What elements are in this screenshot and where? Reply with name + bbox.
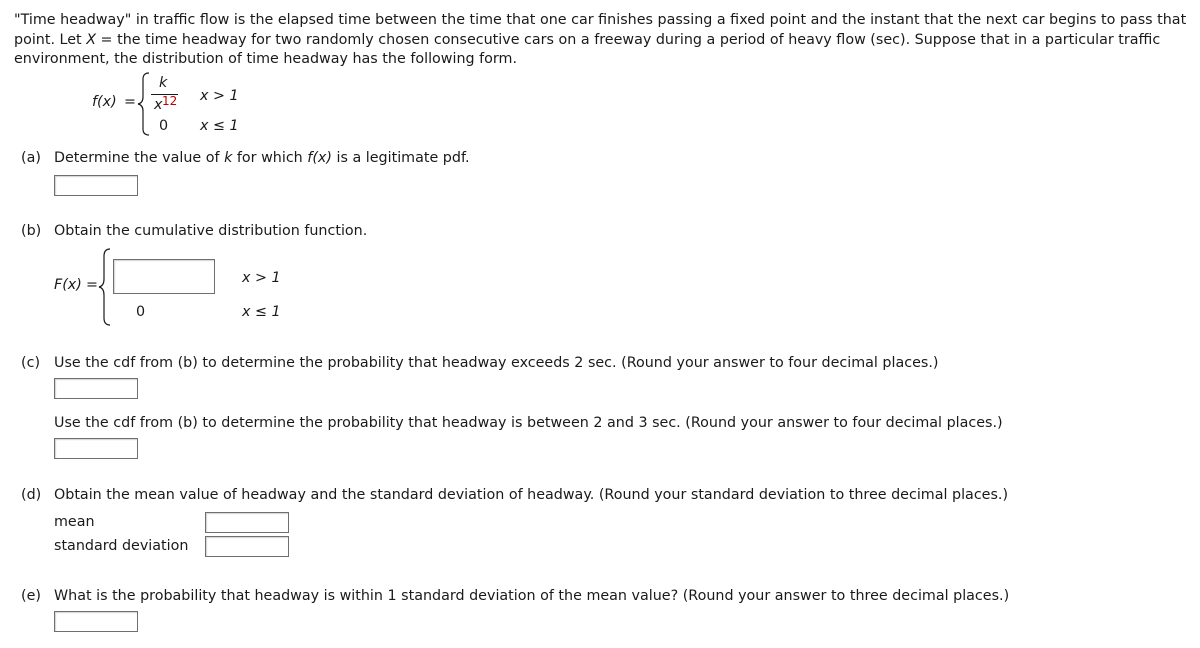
- cdf-condition-1: x > 1: [242, 270, 281, 286]
- part-a-question: [54, 150, 469, 166]
- problem-intro: [14, 11, 1190, 70]
- pdf-denominator-base: x: [154, 97, 163, 113]
- cdf-brace-icon: [97, 248, 113, 326]
- pdf-equals: =: [124, 94, 136, 110]
- part-a-label: (a): [21, 150, 41, 166]
- part-a-text-3: is a legitimate pdf.: [331, 150, 470, 166]
- part-a-answer-input[interactable]: [54, 175, 138, 196]
- cdf-zero: 0: [136, 304, 146, 320]
- cdf-equals: =: [86, 277, 98, 293]
- part-c-question-1: Use the cdf from (b) to determine the probability that headway exceeds 2 sec. (Round your answer to four decimal places.): [54, 355, 939, 371]
- part-d-label: (d): [21, 487, 42, 503]
- part-c-answer-2-input[interactable]: [54, 438, 138, 459]
- pdf-condition-1: x > 1: [200, 88, 239, 104]
- intro-text-1: "Time headway" in traffic flow is the elapsed time between the time that one car finishes passing a fixed point and the instant that the next car begins to pass that point. Let: [14, 12, 1187, 48]
- pdf-condition-2: x ≤ 1: [200, 118, 239, 134]
- part-a-text-1: Determine the value of: [54, 150, 225, 166]
- part-e-answer-input[interactable]: [54, 611, 138, 632]
- part-e-label: (e): [21, 588, 41, 604]
- cdf-condition-2: x ≤ 1: [242, 304, 281, 320]
- pdf-zero: 0: [159, 118, 169, 134]
- mean-label: mean: [54, 514, 95, 530]
- intro-text-2: = the time headway for two randomly chosen consecutive cars on a freeway during a period of heavy flow (sec). Suppose that in a particular traffic environment, the distribution of time headway has the following form.: [14, 31, 1161, 67]
- standard-deviation-label: standard deviation: [54, 538, 189, 554]
- pdf-lhs: f(x): [92, 94, 117, 110]
- part-c-question-2: Use the cdf from (b) to determine the probability that headway is between 2 and 3 sec. (Round your answer to four decimal places.): [54, 415, 1003, 431]
- pdf-exponent: 12: [162, 94, 178, 108]
- part-a-variable-k: k: [224, 150, 233, 166]
- part-a-fx: f(x): [307, 150, 332, 166]
- part-d-question: Obtain the mean value of headway and the standard deviation of headway. (Round your standard deviation to three decimal places.): [54, 487, 1009, 503]
- pdf-brace-icon: [136, 72, 152, 136]
- cdf-answer-input[interactable]: [113, 259, 215, 294]
- mean-input[interactable]: [205, 512, 289, 533]
- pdf-numerator: k: [159, 75, 168, 91]
- part-b-label: (b): [21, 223, 42, 239]
- standard-deviation-input[interactable]: [205, 536, 289, 557]
- part-a-text-2: for which: [232, 150, 308, 166]
- part-b-question: Obtain the cumulative distribution function.: [54, 223, 368, 239]
- intro-variable-x: X: [86, 31, 97, 48]
- part-c-answer-1-input[interactable]: [54, 378, 138, 399]
- part-e-question: What is the probability that headway is within 1 standard deviation of the mean value? (Round your answer to three decimal places.): [54, 588, 1010, 604]
- part-c-label: (c): [21, 355, 41, 371]
- cdf-lhs: F(x): [54, 277, 82, 293]
